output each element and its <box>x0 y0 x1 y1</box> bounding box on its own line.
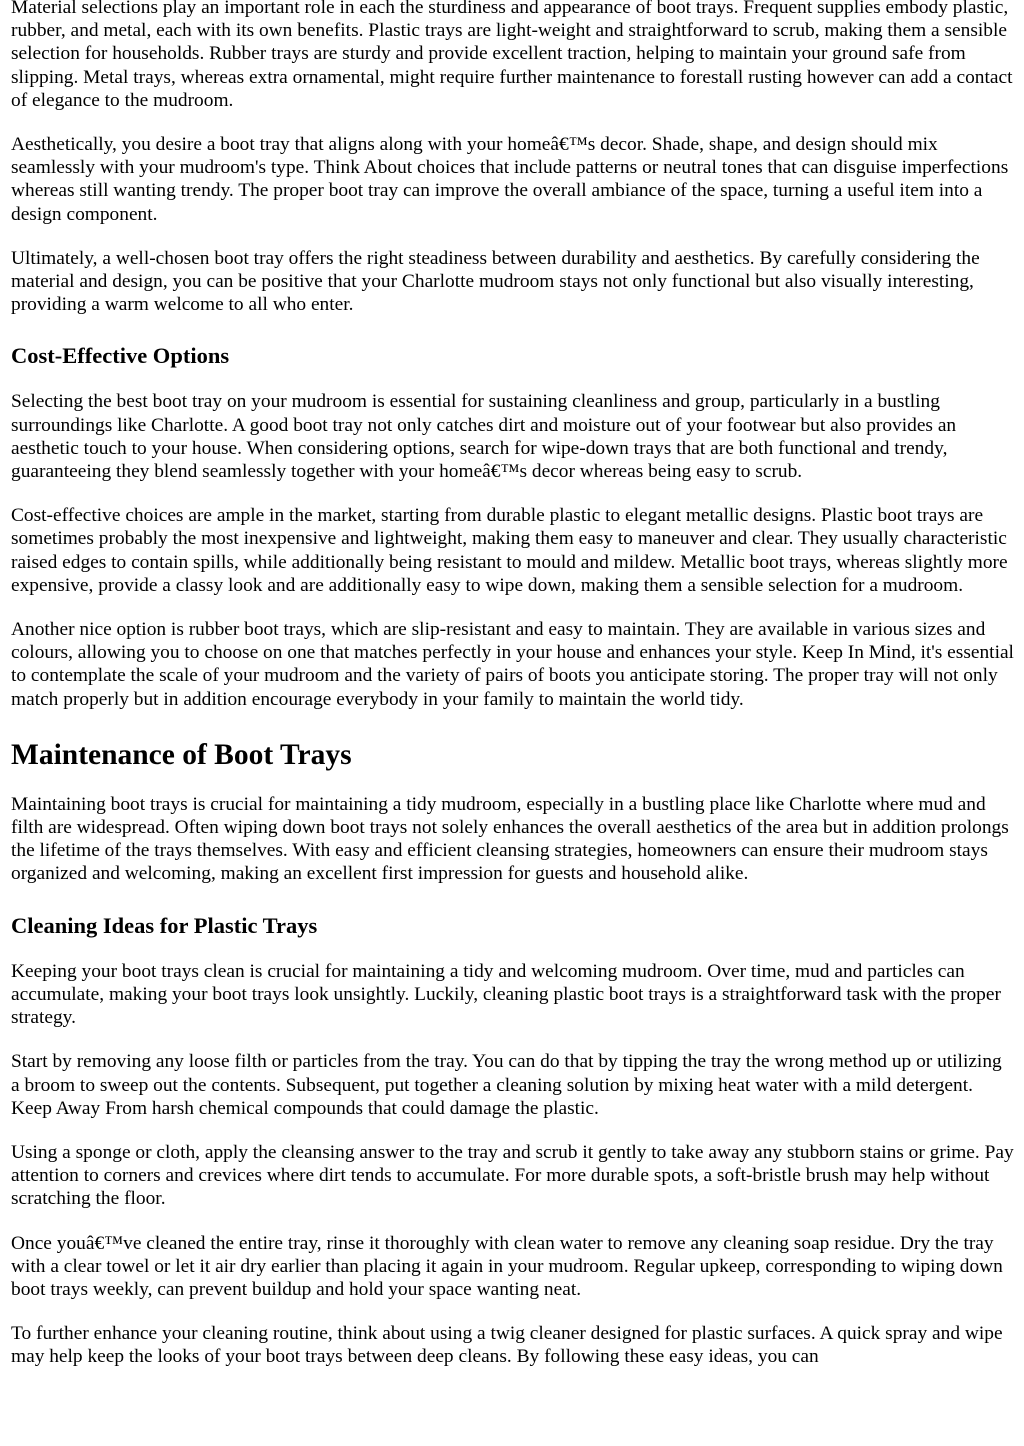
heading-cleaning-ideas-plastic-trays: Cleaning Ideas for Plastic Trays <box>11 912 318 938</box>
paragraph-keeping-trays-clean: Keeping your boot trays clean is crucial for maintaining a tidy and welcoming mudroom. Over time, mud and particles can accumulate, making your boot trays look unsightly. Luckily, cleaning plastic boot trays is a straightforward task with the proper strategy. <box>11 960 1001 1029</box>
paragraph-further-enhance: To further enhance your cleaning routine, think about using a twig cleaner designed for plastic surfaces. A quick spray and wipe may help keep the looks of your boot trays between deep cleans. By following these easy ideas, you can <box>11 1323 1003 1368</box>
article-body <box>11 0 1014 1390</box>
paragraph-aesthetics: Aesthetically, you desire a boot tray that aligns along with your homeâ€™s decor. Shade, shape, and design should mix seamlessly with your mudroom's type. Think About choices that include patterns or neutral tones that can disguise imperfections whereas still wanting trendy. The proper boot tray can improve the overall ambiance of the space, turning a useful item into a design component. <box>11 134 1009 225</box>
heading-cost-effective-options: Cost-Effective Options <box>11 343 230 369</box>
paragraph-conclusion: Ultimately, a well-chosen boot tray offers the right steadiness between durability and aesthetics. By carefully considering the material and design, you can be positive that your Charlotte mudroom stays not only functional but also visually interesting, providing a warm welcome to all who enter. <box>11 247 980 316</box>
heading-maintenance-of-boot-trays: Maintenance of Boot Trays <box>11 738 352 771</box>
paragraph-maintaining-boot-trays: Maintaining boot trays is crucial for maintaining a tidy mudroom, especially in a bustling place like Charlotte where mud and filth are widespread. Often wiping down boot trays not solely enhances the overall aesthetics of the area but in addition prolongs the lifetime of the trays themselves. With easy and efficient cleansing strategies, homeowners can ensure their mudroom stays organized and welcoming, making an excellent first impression for guests and household alike. <box>11 793 1009 885</box>
paragraph-cost-effective-choices: Cost-effective choices are ample in the market, starting from durable plastic to elegant metallic designs. Plastic boot trays are sometimes probably the most inexpensive and lightweight, making them easy to maneuver and clear. They usually characteristic raised edges to contain spills, while additionally being resistant to mould and mildew. Metallic boot trays, whereas slightly more expensive, provide a classy look and are additionally easy to wipe down, making them a sensible selection for a mudroom. <box>11 505 1008 596</box>
paragraph-removing-filth: Start by removing any loose filth or particles from the tray. You can do that by tipping the tray the wrong method up or utilizing a broom to sweep out the contents. Subsequent, put together a cleaning solution by mixing heat water with a mild detergent. Keep Away From harsh chemical compounds that could damage the plastic. <box>11 1051 1002 1119</box>
paragraph-rubber-boot-trays: Another nice option is rubber boot trays, which are slip-resistant and easy to maintain. They are available in various sizes and colours, allowing you to choose on one that matches perfectly in your house and enhances your style. Keep In Mind, it's essential to contemplate the scale of your mudroom and the variety of pairs of boots you anticipate storing. The proper tray will not only match properly but in addition encourage everybody in your family to maintain the world tidy. <box>11 619 1014 710</box>
paragraph-material-selections: Material selections play an important role in each the sturdiness and appearance of boot trays. Frequent supplies embody plastic, rubber, and metal, each with its own benefits. Plastic trays are light-weight and straightforward to scrub, making them a sensible selection for households. Rubber trays are sturdy and provide excellent traction, helping to maintain your ground safe from slipping. Metal trays, whereas extra ornamental, might require further maintenance to forestall rusting however can add a contact of elegance to the mudroom. <box>11 0 1013 111</box>
paragraph-rinse-dry: Once youâ€™ve cleaned the entire tray, rinse it thoroughly with clean water to remove any cleaning soap residue. Dry the tray with a clear towel or let it air dry earlier than placing it again in your mudroom. Regular upkeep, corresponding to wiping down boot trays weekly, can prevent buildup and hold your space wanting neat. <box>11 1232 1003 1300</box>
paragraph-selecting-boot-tray: Selecting the best boot tray on your mudroom is essential for sustaining cleanliness and group, particularly in a bustling surroundings like Charlotte. A good boot tray not only catches dirt and moisture out of your footwear but also provides an aesthetic touch to your house. When considering options, search for wipe-down trays that are both functional and trendy, guaranteeing they blend seamlessly together with your homeâ€™s decor whereas being easy to scrub. <box>11 391 957 483</box>
paragraph-sponge-scrub: Using a sponge or cloth, apply the cleansing answer to the tray and scrub it gently to take away any stubborn stains or grime. Pay attention to corners and crevices where dirt tends to accumulate. For more durable spots, a soft-bristle brush may help without scratching the floor. <box>11 1141 1014 1210</box>
